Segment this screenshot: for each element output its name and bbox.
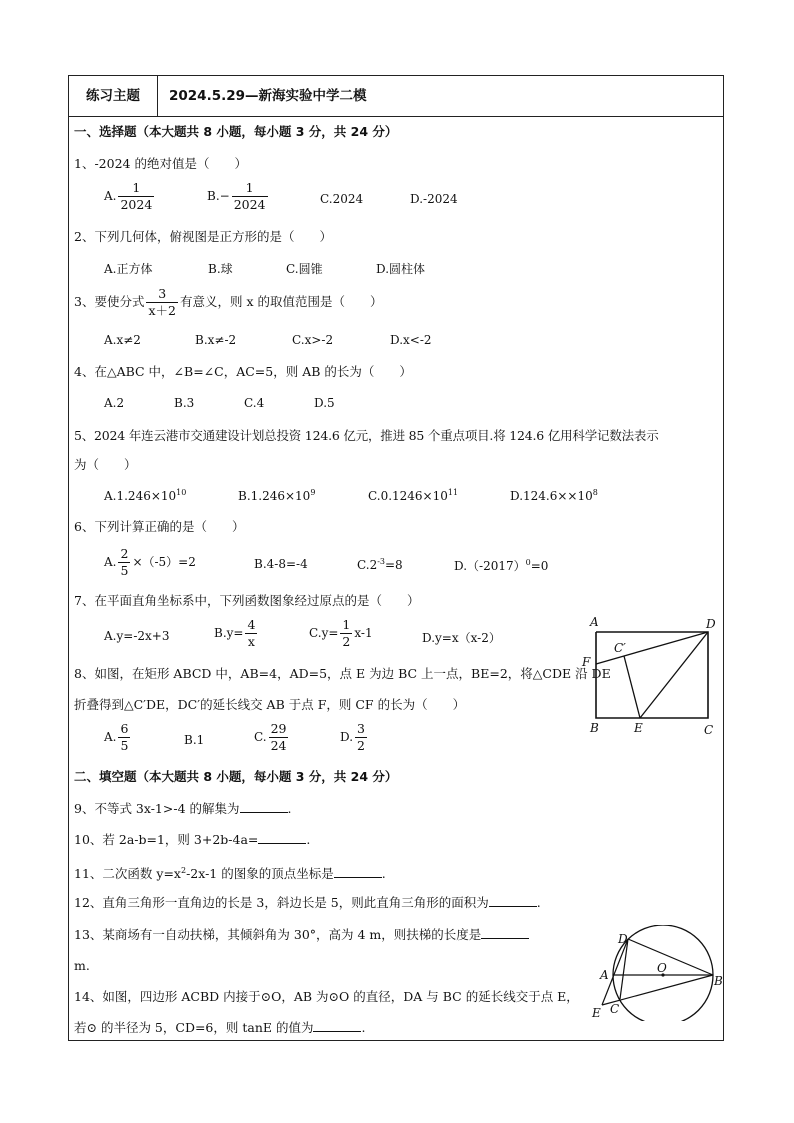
- q8-c-fraction: [269, 721, 289, 754]
- q3-option-a: A.x≠2: [104, 333, 141, 347]
- q13-answer-blank[interactable]: [481, 926, 529, 939]
- q6-a-num: 2: [120, 546, 129, 561]
- q4-option-a: A.2: [104, 396, 125, 410]
- q1-a-fraction: [118, 180, 154, 213]
- q12-end: .: [536, 895, 541, 910]
- fig8-label-f: F: [582, 655, 591, 669]
- fig8-label-cprime: C′: [614, 641, 626, 655]
- q4-option-b: B.3: [174, 396, 195, 410]
- q6-option-d: [454, 557, 548, 574]
- topic-title: 2024.5.29—新海实验中学二模: [169, 88, 367, 104]
- q14-end: .: [361, 1020, 366, 1035]
- q1-option-a: [104, 180, 156, 213]
- q6-c-post: =8: [385, 558, 403, 572]
- q8-a-den: 5: [120, 738, 129, 753]
- q5-stem-line2: 为（ ）: [74, 457, 137, 472]
- q6-option-b: B.4-8=-4: [254, 557, 308, 571]
- q8-c-num: 29: [270, 721, 287, 736]
- q13-text: 13、某商场有一自动扶梯，其倾斜角为 30°，高为 4 m，则扶梯的长度是: [74, 927, 482, 942]
- topic-label: 练习主题: [69, 76, 158, 116]
- q1-stem: 1、-2024 的绝对值是（ ）: [74, 156, 247, 171]
- q5-c-base: C.0.1246×10: [368, 489, 448, 503]
- fig8-label-b: B: [590, 721, 599, 735]
- fig14-label-o: O: [657, 961, 667, 975]
- q7-b-den: x: [247, 634, 255, 649]
- q8-option-c: [254, 721, 290, 754]
- q7-c-post: x-1: [354, 626, 373, 640]
- q6-c-base: C.2: [357, 558, 378, 572]
- q5-stem-line1: 5、2024 年连云港市交通建设计划总投资 124.6 亿元，推进 85 个重点项目.将 124.6 亿用科学记数法表示: [74, 428, 659, 443]
- q6-a-prefix: A.: [104, 555, 117, 569]
- q12-stem: [74, 894, 541, 912]
- q3-fraction: [146, 286, 178, 319]
- q14-text: 若⊙ 的半径为 5，CD=6，则 tanE 的值为: [74, 1020, 314, 1035]
- q3-num: 3: [146, 286, 178, 303]
- q14-circle-figure: [590, 925, 724, 1021]
- q2-option-c: C.圆锥: [286, 262, 323, 276]
- q8-d-prefix: D.: [340, 730, 354, 744]
- q12-answer-blank[interactable]: [489, 894, 537, 907]
- q7-option-b: [214, 617, 259, 650]
- fig14-label-d: D: [618, 932, 628, 946]
- q5-b-base: B.1.246×10: [238, 489, 311, 503]
- q6-a-fraction: [118, 546, 130, 579]
- q1-option-b: [207, 180, 270, 213]
- q13-stem-line2: m.: [74, 958, 90, 973]
- q5-option-a: [104, 488, 186, 503]
- q6-c-exp: -3: [377, 557, 385, 566]
- q12-text: 12、直角三角形一直角边的长是 3，斜边长是 5，则此直角三角形的面积为: [74, 895, 489, 910]
- q3-option-b: B.x≠-2: [195, 333, 237, 347]
- q8-d-num: 3: [357, 721, 365, 736]
- rectangle-abcd: [596, 632, 708, 718]
- q8-option-d: [340, 721, 369, 754]
- q8-c-den: 24: [270, 738, 287, 753]
- q11-text-pre: 11、二次函数 y=x: [74, 866, 181, 882]
- q4-option-c: C.4: [244, 396, 265, 410]
- q8-d-fraction: [355, 721, 367, 754]
- q7-b-pre: B.y=: [214, 626, 244, 640]
- q3-den: x＋2: [148, 303, 176, 318]
- line-bc-extended: [602, 975, 713, 1005]
- q8-a-fraction: [118, 721, 130, 754]
- q5-d-base: D.124.6××10: [510, 489, 593, 503]
- chord-db: [628, 939, 713, 975]
- q13-stem: [74, 926, 529, 944]
- q8-a-num: 6: [120, 721, 129, 736]
- q1-b-den: 2024: [233, 197, 266, 212]
- q6-a-post: ×（-5）=2: [132, 555, 196, 569]
- q9-answer-blank[interactable]: [240, 800, 288, 813]
- fig8-label-e: E: [634, 721, 643, 735]
- q7-option-c: [309, 617, 373, 650]
- q8-stem-line1: 8、如图，在矩形 ABCD 中，AB=4，AD=5，点 E 为边 BC 上一点，BE=2，将△CDE 沿 DE: [74, 666, 611, 681]
- q2-stem: 2、下列几何体，俯视图是正方形的是（ ）: [74, 229, 332, 244]
- q10-end: .: [306, 832, 311, 847]
- section2-title: 二、填空题（本大题共 8 小题，每小题 3 分，共 24 分）: [74, 769, 398, 784]
- q11-stem: [74, 862, 386, 883]
- q4-option-d: D.5: [314, 396, 335, 410]
- q6-a-den: 5: [120, 563, 129, 578]
- q2-option-a: A.正方体: [104, 262, 153, 276]
- q7-stem: 7、在平面直角坐标系中，下列函数图象经过原点的是（ ）: [74, 593, 420, 608]
- q1-b-fraction: [232, 180, 268, 213]
- q1-option-d: D.-2024: [410, 192, 458, 206]
- q8-rectangle-figure: [578, 612, 724, 742]
- q10-text: 10、若 2a-b=1，则 3+2b-4a=: [74, 832, 259, 847]
- q14-stem-line1: 14、如图，四边形 ACBD 内接于⊙O，AB 为⊙O 的直径，DA 与 BC 的延长线交于点 E，: [74, 989, 579, 1004]
- q2-option-b: B.球: [208, 262, 233, 276]
- section1-title: 一、选择题（本大题共 8 小题，每小题 3 分，共 24 分）: [74, 124, 398, 139]
- line-fd: [596, 632, 708, 664]
- fig8-label-d: D: [706, 617, 716, 631]
- line-cprime-e: [624, 656, 640, 718]
- q11-answer-blank[interactable]: [334, 865, 382, 878]
- q11-exp: 2: [180, 866, 187, 875]
- q10-answer-blank[interactable]: [258, 831, 306, 844]
- q3-stem: [74, 286, 382, 319]
- fig14-label-b: B: [714, 974, 723, 988]
- q5-b-exp: 9: [310, 488, 316, 497]
- q6-d-post: =0: [530, 559, 549, 573]
- q3-stem-pre: 3、要使分式: [74, 294, 145, 309]
- fig14-label-a: A: [600, 968, 609, 982]
- q9-end: .: [287, 801, 292, 816]
- q6-stem: 6、下列计算正确的是（ ）: [74, 519, 245, 534]
- q3-option-d: D.x<-2: [390, 333, 432, 347]
- q9-stem: [74, 800, 292, 818]
- fig8-label-a: A: [590, 615, 599, 629]
- q7-c-pre: C.y=: [309, 626, 339, 640]
- q6-d-exp: 0: [525, 558, 531, 567]
- fig8-label-c: C: [704, 723, 714, 737]
- q5-c-exp: 11: [447, 488, 459, 497]
- q10-stem: [74, 831, 310, 849]
- q5-a-base: A.1.246×10: [104, 489, 177, 503]
- q1-b-num: 1: [232, 180, 268, 197]
- q3-stem-post: 有意义，则 x 的取值范围是（ ）: [179, 294, 383, 309]
- fig14-label-e: E: [592, 1006, 601, 1020]
- q8-option-a: [104, 721, 132, 754]
- q8-d-den: 2: [357, 738, 365, 753]
- q8-option-b: B.1: [184, 733, 205, 747]
- q5-option-b: [238, 488, 315, 503]
- q1-a-den: 2024: [120, 197, 153, 212]
- q1-a-num: 1: [118, 180, 154, 197]
- q8-a-prefix: A.: [104, 730, 117, 744]
- q6-option-c: [357, 557, 403, 572]
- q8-c-prefix: C.: [254, 730, 267, 744]
- q3-option-c: C.x>-2: [292, 333, 334, 347]
- q6-d-base: D.（-2017）: [454, 559, 526, 573]
- q14-stem-line2: [74, 1019, 365, 1037]
- q1-a-prefix: A.: [104, 189, 117, 203]
- q6-option-a: [104, 546, 196, 579]
- q5-d-exp: 8: [592, 488, 598, 497]
- q5-option-c: [368, 488, 458, 503]
- q7-b-num: 4: [247, 617, 256, 632]
- q11-end: .: [381, 866, 386, 882]
- q11-text-post: -2x-1 的图象的顶点坐标是: [186, 866, 334, 882]
- header-row: [69, 76, 723, 117]
- q7-c-den: 2: [342, 634, 351, 649]
- q7-option-a: A.y=-2x+3: [104, 629, 170, 643]
- q5-option-d: [510, 488, 598, 503]
- q4-stem: 4、在△ABC 中，∠B=∠C，AC=5，则 AB 的长为（ ）: [74, 364, 412, 379]
- fig14-label-c: C: [610, 1002, 620, 1016]
- q7-c-fraction: [340, 617, 352, 650]
- q5-a-exp: 10: [176, 488, 187, 497]
- q1-option-c: C.2024: [320, 192, 364, 206]
- line-ed: [640, 632, 708, 718]
- q2-option-d: D.圆柱体: [376, 262, 426, 276]
- q9-text: 9、不等式 3x-1>-4 的解集为: [74, 801, 240, 816]
- q7-c-num: 1: [342, 617, 351, 632]
- q8-stem-line2: 折叠得到△C′DE，DC′的延长线交 AB 于点 F，则 CF 的长为（ ）: [74, 697, 466, 712]
- q14-answer-blank[interactable]: [313, 1019, 361, 1032]
- q7-b-fraction: [245, 617, 257, 650]
- q7-option-d: D.y=x（x-2）: [422, 631, 501, 645]
- q1-b-prefix: B.−: [207, 189, 230, 203]
